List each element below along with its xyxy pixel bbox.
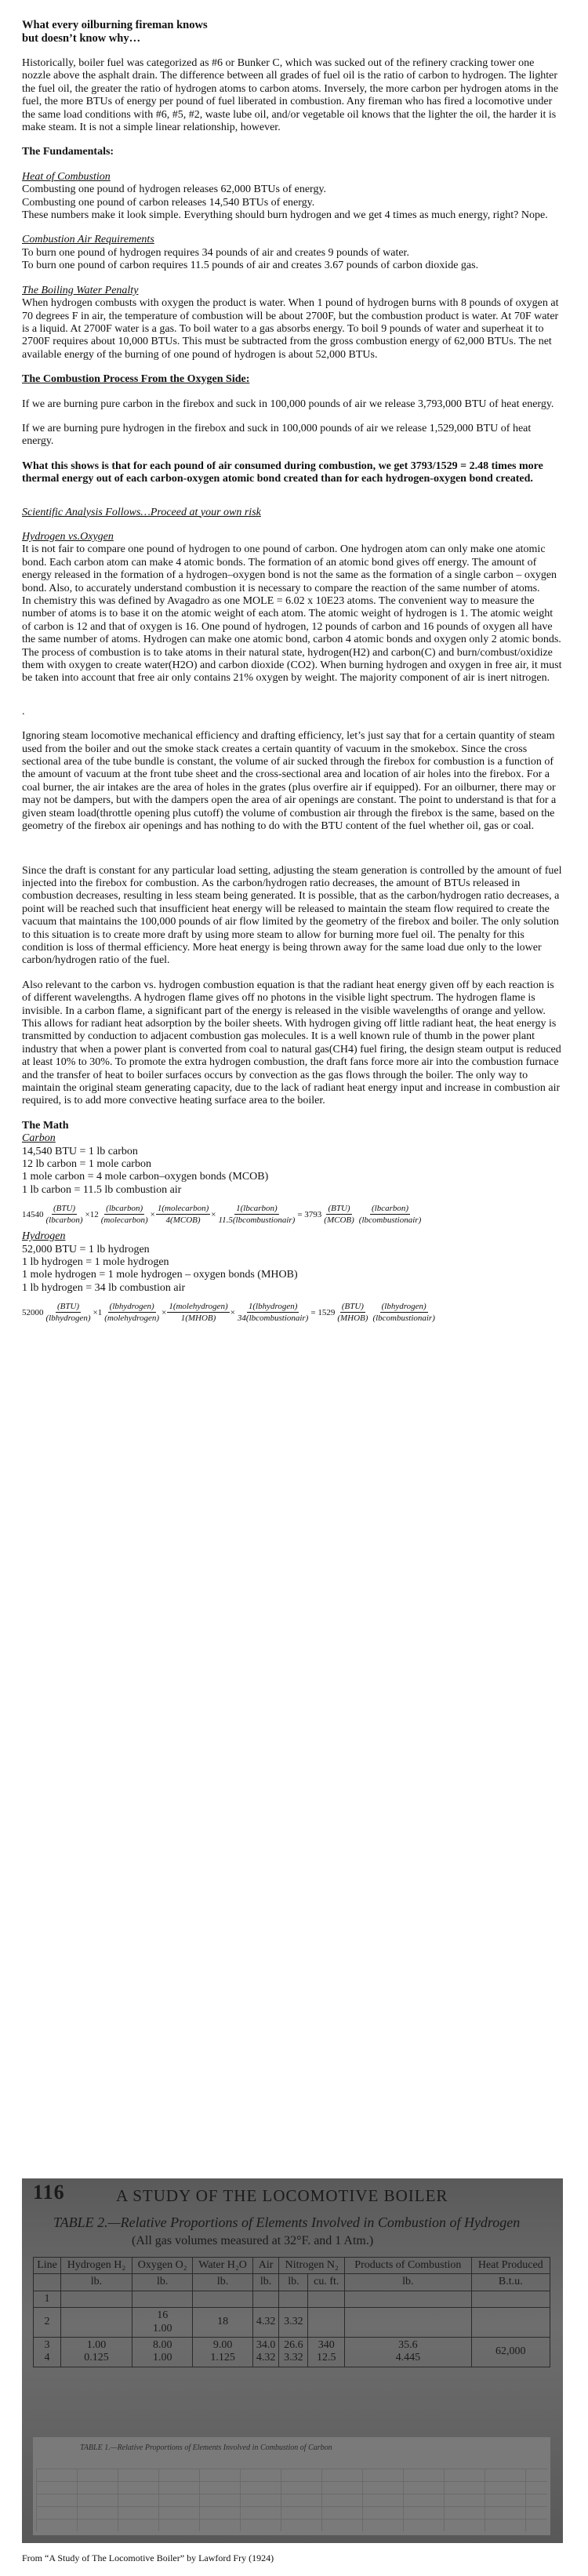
hydrogen-line: 1 lb hydrogen = 34 lb combustion air — [22, 1281, 186, 1294]
image-credit: From “A Study of The Locomotive Boiler” by Lawford Fry (1924) — [22, 2552, 274, 2563]
table-header-cell: Oxygen O₂ — [132, 2258, 193, 2274]
table-cell: 62,000 — [471, 2338, 550, 2367]
table-cell: 18 — [193, 2308, 252, 2338]
table-row — [34, 2291, 550, 2307]
table-header-cell: Water H₂O — [193, 2258, 252, 2274]
heat-line: These numbers make it look simple. Everything should burn hydrogen and we get 4 times as much energy, right? Nope. — [22, 209, 548, 222]
scan-table — [33, 2257, 550, 2367]
oxygen-side-heading: The Combustion Process From the Oxygen Side: — [22, 373, 250, 386]
table-row — [34, 2308, 550, 2338]
scan-running-head: A STUDY OF THE LOCOMOTIVE BOILER — [116, 2186, 448, 2205]
table-cell — [308, 2291, 345, 2307]
scan-table-header-row — [34, 2258, 550, 2274]
heat-heading: Heat of Combustion — [22, 170, 111, 183]
carbon-line: 1 mole carbon = 4 mole carbon–oxygen bonds (MCOB) — [22, 1171, 269, 1183]
table-cell: 34.0 4.32 — [252, 2338, 279, 2367]
table-cell: 4.32 — [252, 2308, 279, 2338]
table-cell: 1.00 0.125 — [61, 2338, 132, 2367]
table-unit-cell: lb. — [345, 2274, 471, 2291]
table-unit-cell: lb. — [279, 2274, 308, 2291]
table-header-cell: Heat Produced — [471, 2258, 550, 2274]
hydrogen-line: 1 lb hydrogen = 1 mole hydrogen — [22, 1256, 169, 1269]
table-unit-cell: lb. — [252, 2274, 279, 2291]
fundamentals-heading: The Fundamentals: — [22, 146, 114, 158]
table-cell: 16 1.00 — [132, 2308, 193, 2338]
draft-paragraph: Also relevant to the carbon vs. hydrogen combustion equation is that the radiant heat energy given off by each reaction is of different wavelengths. A hydrogen flame gives off no photons in the visible light spectrum. The hydrogen flame is invisible. In a carbon flame, a significant part of the energy is released in the visible wavelengths of orange and yellow. This allows for radiant heat adsorption by the boiler sheets. With hydrogen giving off little radiant heat, the heat energy is transmitted by conduction to adjacent combustion gas molecules. It is a well known rule of thumb in the power plant industry that when a power plant is converted from coal to natural gas(CH4) fuel firing, the design steam output is reduced at least 10% to 30%. To promote the extra hydrogen combustion, the draft fans force more air into the combustion furnace and the transfer of heat to boiler surfaces occurs by convection as the gas flows through the boiler. The only way to maintain the original steam generating capacity, due to the lack of radiant heat energy input and increase in combustion air required, is to add more convective heating surface area to the boiler. — [22, 979, 561, 1107]
scan-lower-table — [33, 2437, 550, 2535]
carbon-equation: 14540 $\frac{\text{(BTU)}}{\text{(lbcarbon)}}$ ×12 $\frac{\text{(lbcarbon)}}{\text{(molecarbon)}}$ × $\frac{\text{1(molecarbon)}}{\text{4(MCOB)}}$ × $\frac{\text{1(lbcarbon)}}{\text{11.5(lbcombustionair)}}$ = 3793 $\frac{\text{(BTU)}}{\text{(MCOB)}}$ $\frac{\text{(lbcarbon)}}{\text{(lbcombustionair)}}$ — [22, 1204, 422, 1226]
analysis-paragraph: In chemistry this was defined by Avagadro as one MOLE = 6.02 x 10E23 atoms. The convenient way to measure the number of atoms is to base it on the atomic weight of each atom. The atomic weight of hydrogen is 1. The atomic weight of carbon is 12 and that of oxygen is 16. One pound of hydrogen, 12 pounds of carbon and 16 pounds of oxygen all have the same number of atoms. Hydrogen can make one atomic bond, carbon 4 atomic bonds and oxygen only 2 atomic bonds. — [22, 595, 561, 646]
article-title-line1: What every oilburning fireman knows — [22, 19, 208, 31]
table-cell — [345, 2291, 471, 2307]
article-title-line2: but doesn’t know why… — [22, 32, 141, 45]
table-header-cell: Nitrogen N₂ — [279, 2258, 345, 2274]
scan-table-subcaption: (All gas volumes measured at 32°F. and 1 Atm.) — [132, 2234, 374, 2247]
table-cell: 8.00 1.00 — [132, 2338, 193, 2367]
heat-line: Combusting one pound of carbon releases 14,540 BTUs of energy. — [22, 196, 315, 209]
hydrogen-line: 1 mole hydrogen = 1 mole hydrogen – oxygen bonds (MHOB) — [22, 1269, 298, 1281]
table-cell: 2 — [34, 2308, 61, 2338]
air-line: To burn one pound of carbon requires 11.5 pounds of air and creates 3.67 pounds of carbon dioxide gas. — [22, 260, 479, 272]
scan-lower-grid — [36, 2469, 547, 2531]
hydrogen-heading: Hydrogen — [22, 1230, 66, 1243]
table-cell: 340 12.5 — [308, 2338, 345, 2367]
intro-paragraph: Historically, boiler fuel was categorized as #6 or Bunker C, which was sucked out of the refinery cracking tower one nozzle above the asphalt drain. The difference between all grades of fuel oil is the ratio of carbon to hydrogen. The lighter the fuel oil, the greater the ratio of hydrogen atoms to carbon atoms. Inversely, the more carbon per hydrogen atoms in the fuel, the more BTUs of energy per pound of fuel liberated in combustion. Any fireman who has fired a locomotive under the same load conditions with #6, #5, #2, waste lube oil, and/or vegetable oil knows that the lighter the oil, the harder it is make steam. It is not a simple linear relationship, however. — [22, 57, 559, 134]
table-unit-cell: lb. — [193, 2274, 252, 2291]
hydrogen-equation: 52000 $\frac{\text{(BTU)}}{\text{(lbhydrogen)}}$ ×1 $\frac{\text{(lbhydrogen)}}{\text{(molehydrogen)}}$ × $\frac{\text{1(molehydrogen)}}{\text{1(MHOB)}}$ × $\frac{\text{1(lbhydrogen)}}{\text{34(lbcombustionair)}}$ = 1529 $\frac{\text{(BTU)}}{\text{(MHOB)}}$ $\frac{\text{(lbhydrogen)}}{\text{(lbcombustionair)}}$ — [22, 1302, 435, 1324]
table-cell — [345, 2308, 471, 2338]
table-cell — [471, 2308, 550, 2338]
air-line: To burn one pound of hydrogen requires 34 pounds of air and creates 9 pounds of water. — [22, 246, 409, 259]
article — [22, 19, 563, 1328]
table-header-cell: Air — [252, 2258, 279, 2274]
scan-table-units-row — [34, 2274, 550, 2291]
scan-lower-caption: TABLE 1.—Relative Proportions of Elements Involved in Combustion of Carbon — [80, 2443, 332, 2452]
table-unit-cell: lb. — [132, 2274, 193, 2291]
hydrogen-line: 52,000 BTU = 1 lb hydrogen — [22, 1243, 150, 1255]
table-cell — [308, 2308, 345, 2338]
table-cell — [471, 2291, 550, 2307]
heat-line: Combusting one pound of hydrogen releases 62,000 BTUs of energy. — [22, 183, 327, 196]
carbon-line: 12 lb carbon = 1 mole carbon — [22, 1158, 151, 1171]
carbon-heading: Carbon — [22, 1132, 56, 1145]
table-cell: 3.32 — [279, 2308, 308, 2338]
water-paragraph: When hydrogen combusts with oxygen the product is water. When 1 pound of hydrogen burns with 8 pounds of oxygen at 70 degrees F in air, the temperature of combustion will be about 2700F, but the combustion product is water. At 70F water is a liquid. At 2700F water is a gas. To boil water to a gas absorbs energy. To boil 9 pounds of water and superheat it to 2700F requires about 10,000 BTUs. This must be subtracted from the gross combustion energy of 62,000 BTUs. The net available energy of the burning of one pound of hydrogen is about 52,000 BTUs. — [22, 297, 559, 361]
table-cell — [132, 2291, 193, 2307]
scanned-book-page — [22, 2178, 563, 2543]
analysis-heading: Scientific Analysis Follows…Proceed at your own risk — [22, 506, 261, 518]
table-cell — [193, 2291, 252, 2307]
table-cell — [61, 2291, 132, 2307]
draft-paragraph: Since the draft is constant for any particular load setting, adjusting the steam generation is controlled by the amount of fuel injected into the firebox for combustion. As the carbon/hydrogen ratio decreases, the amount of BTUs released in combustion decreases, resulting in less steam being generated. It is possible, that as the carbon/hydrogen ratio decreases, a point will be reached such that insufficient heat energy will be released to maintain the steam flow required to create the vacuum that maintains the 100,000 pounds of air flow limited by the geometry of the firebox and boiler. The only solution to this situation is to create more draft by using more steam to allow for burning more fuel oil. The penalty for this condition is loss of thermal efficiency. More heat energy is being thrown away for the same load due only to the lower carbon/hydrogen ratio of the fuel. — [22, 864, 562, 967]
table-row — [34, 2338, 550, 2367]
scan-table-caption: TABLE 2.—Relative Proportions of Elements Involved in Combustion of Hydrogen — [53, 2214, 521, 2230]
table-unit-cell: lb. — [61, 2274, 132, 2291]
oxygen-carbon-paragraph: If we are burning pure carbon in the firebox and suck in 100,000 pounds of air we release 3,793,000 BTU of heat energy. — [22, 398, 554, 410]
oxygen-hydrogen-paragraph: If we are burning pure hydrogen in the firebox and suck in 100,000 pounds of air we release 1,529,000 BTU of heat energy. — [22, 422, 532, 448]
table-unit-cell: B.t.u. — [471, 2274, 550, 2291]
analysis-subheading: Hydrogen vs.Oxygen — [22, 530, 114, 543]
table-unit-cell — [34, 2274, 61, 2291]
table-cell — [252, 2291, 279, 2307]
table-cell — [61, 2308, 132, 2338]
table-header-cell: Line — [34, 2258, 61, 2274]
dot-separator: . — [22, 705, 25, 718]
carbon-line: 1 lb carbon = 11.5 lb combustion air — [22, 1183, 182, 1196]
scan-page-number: 116 — [33, 2181, 65, 2204]
draft-paragraph: Ignoring steam locomotive mechanical efficiency and drafting efficiency, let’s just say that for a certain quantity of steam used from the boiler and out the smoke stack creates a certain quantity of vacuum in the smokebox. Since the cross sectional area of the tube bundle is constant, the volume of air sucked through the firebox for combustion is a function of the amount of vacuum at the front tube sheet and the cross-sectional area and location of air holes into the firebox. For a coal burner, the air intakes are the area of holes in the grates (plus overfire air if equipped). For an oilburner, there may or may not be dampers, but with the dampers open the area of air openings are constant. The point to understand is that for a given steam load(throttle opening plus cutoff) the volume of combustion air through the firebox is the same, based on the geometry of the firebox air openings and has nothing to do with the BTU content of the fuel whether oil, gas or coal. — [22, 730, 557, 833]
air-heading: Combustion Air Requirements — [22, 234, 154, 246]
table-cell — [279, 2291, 308, 2307]
carbon-line: 14,540 BTU = 1 lb carbon — [22, 1145, 138, 1157]
water-heading: The Boiling Water Penalty — [22, 284, 139, 296]
oxygen-conclusion: What this shows is that for each pound of air consumed during combustion, we get 3793/1529 = 2.48 times more thermal energy out of each carbon-oxygen atomic bond created than for each hydrogen-oxygen bond created. — [22, 460, 543, 485]
math-heading: The Math — [22, 1119, 69, 1132]
table-cell: 26.6 3.32 — [279, 2338, 308, 2367]
table-cell: 35.6 4.445 — [345, 2338, 471, 2367]
table-cell: 1 — [34, 2291, 61, 2307]
analysis-paragraph: The process of combustion is to take atoms in their natural state, hydrogen(H2) and carbon(C) and burn/combust/oxidize them with oxygen to create water(H2O) and carbon dioxide (CO2). When burning hydrogen and oxygen in free air, it must be taken into account that free air only contains 21% oxygen by weight. The majority component of air is inert nitrogen. — [22, 646, 562, 685]
table-header-cell: Products of Combustion — [345, 2258, 471, 2274]
analysis-paragraph: It is not fair to compare one pound of hydrogen to one pound of carbon. One hydrogen atom can only make one atomic bond. Each carbon atom can make 4 atomic bonds. The formation of an atomic bond gives off energy. The amount of energy released in the formation of a hydrogen–oxygen bond is not the same as the formation of a single carbon – oxygen bond. Also, to accurately understand combustion it is necessary to compare the reaction of the same number of atoms. — [22, 543, 557, 594]
table-cell: 9.00 1.125 — [193, 2338, 252, 2367]
table-unit-cell: cu. ft. — [308, 2274, 345, 2291]
table-header-cell: Hydrogen H₂ — [61, 2258, 132, 2274]
table-cell: 3 4 — [34, 2338, 61, 2367]
